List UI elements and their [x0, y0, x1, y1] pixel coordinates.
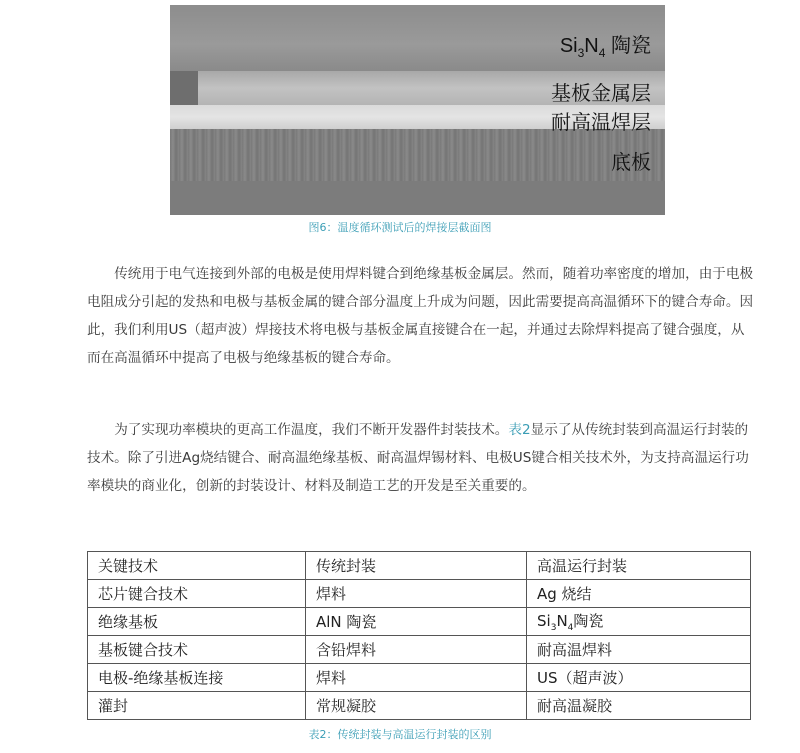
table-row [88, 636, 751, 664]
paragraph-text-start: 为了实现功率模块的更高工作温度，我们不断开发器件封装技术。 [114, 422, 509, 438]
table-cell: 耐高温凝胶 [527, 692, 751, 720]
table-row [88, 664, 751, 692]
table-cell: 含铅焊料 [306, 636, 527, 664]
table-header-row [88, 552, 751, 580]
table-cell: 芯片键合技术 [88, 580, 306, 608]
table-cell: 电极-绝缘基板连接 [88, 664, 306, 692]
label-metal-layer: 基板金属层 [551, 83, 651, 105]
label-solder-layer: 耐高温焊层 [551, 112, 651, 134]
table-row [88, 580, 751, 608]
table-header-cell: 关键技术 [88, 552, 306, 580]
table-header-cell: 高温运行封装 [527, 552, 751, 580]
metal-layer-edge [170, 71, 198, 105]
cross-section-micrograph [170, 5, 665, 215]
table-cell: 耐高温焊料 [527, 636, 751, 664]
table-cell: 焊料 [306, 580, 527, 608]
table-cell-si3n4: $Si_3N_4$陶瓷 [527, 608, 751, 636]
table-cell: 常规凝胶 [306, 692, 527, 720]
comparison-table [87, 551, 751, 720]
paragraph-packaging-tech [87, 416, 755, 500]
table-cell: 基板键合技术 [88, 636, 306, 664]
table-cell: AlN 陶瓷 [306, 608, 527, 636]
table-row [88, 608, 751, 636]
bottom-region [170, 181, 665, 215]
table-header-cell: 传统封装 [306, 552, 527, 580]
paragraph-text-end: 显示了从传统封装到高温运行封装的技术。除了引进Ag烧结键合、耐高温绝缘基板、耐高温焊锡材料、电极US键合相关技术外，为支持高温运行功率模块的商业化，创新的封装设计、材料及制造工艺的开发是至关重要的。 [87, 422, 749, 494]
table-2-link[interactable]: 表2 [508, 422, 531, 438]
table-cell: 灌封 [88, 692, 306, 720]
figure-caption: 图6：温度循环测试后的焊接层截面图 [308, 221, 492, 234]
label-si3n4-ceramic: $Si_3N_4$ 陶瓷 [559, 35, 651, 60]
table-caption: 表2：传统封装与高温运行封装的区别 [308, 728, 492, 741]
label-base-plate: 底板 [611, 152, 651, 174]
table-row [88, 692, 751, 720]
table-cell: Ag 烧结 [527, 580, 751, 608]
table-cell: US（超声波） [527, 664, 751, 692]
base-plate-region [170, 129, 665, 181]
table-cell: 焊料 [306, 664, 527, 692]
paragraph-electrode-bonding: 传统用于电气连接到外部的电极是使用焊料键合到绝缘基板金属层。然而，随着功率密度的增加，由于电极电阻成分引起的发热和电极与基板金属的键合部分温度上升成为问题，因此需要提高高温循环下的键合寿命。因此，我们利用US（超声波）焊接技术将电极与基板金属直接键合在一起，并通过去除焊料提高了键合强度，从而在高温循环中提高了电极与绝缘基板的键合寿命。 [87, 266, 754, 366]
table-cell: 绝缘基板 [88, 608, 306, 636]
